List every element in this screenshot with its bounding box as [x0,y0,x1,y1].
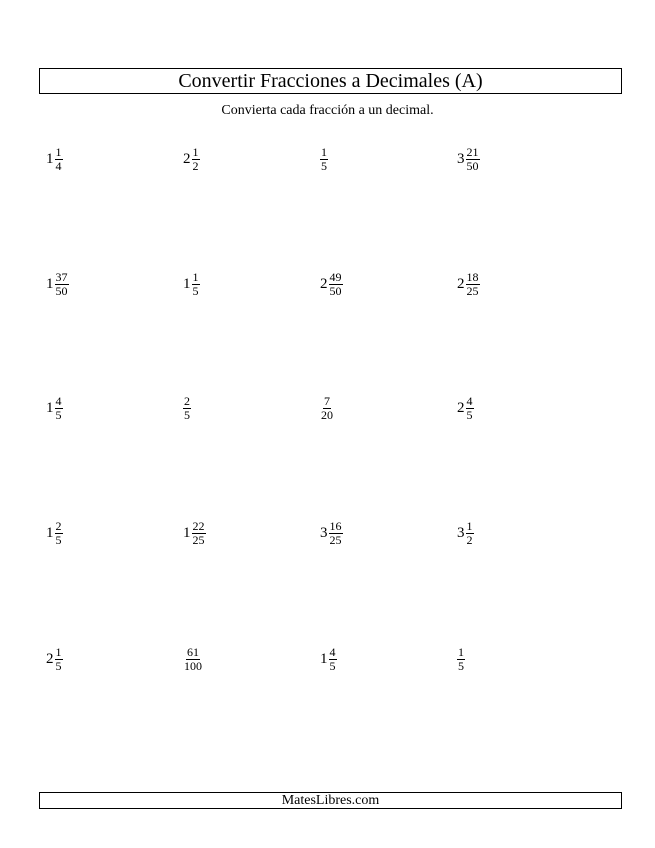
numerator: 18 [466,270,479,284]
numerator: 61 [187,645,199,659]
numerator: 1 [321,145,327,159]
fraction [329,646,337,673]
whole-number: 3 [320,525,328,541]
whole-number: 2 [320,276,328,292]
whole-number: 1 [320,651,328,667]
problem-item [183,271,200,298]
denominator: 4 [55,159,62,173]
problem-item [457,395,474,422]
problem-item [46,146,63,173]
denominator: 2 [466,533,473,547]
fraction [466,395,474,422]
whole-number: 1 [46,400,54,416]
problem-item [46,395,63,422]
whole-number: 1 [46,525,54,541]
whole-number: 1 [46,276,54,292]
whole-number: 2 [457,400,465,416]
whole-number: 2 [46,651,54,667]
numerator: 1 [466,519,473,533]
problem-item [183,395,191,422]
numerator: 1 [192,145,199,159]
fraction [183,395,191,422]
fraction [466,520,474,547]
problem-item [457,520,474,547]
denominator: 2 [192,159,199,173]
fraction [329,520,343,547]
numerator: 4 [55,394,62,408]
numerator: 49 [329,270,342,284]
whole-number: 3 [457,525,465,541]
problem-item [320,520,343,547]
fraction [55,646,63,673]
numerator: 7 [324,394,330,408]
whole-number: 2 [457,276,465,292]
fraction [183,646,203,673]
numerator: 4 [466,394,473,408]
denominator: 5 [192,284,199,298]
numerator: 1 [55,645,62,659]
whole-number: 2 [183,151,191,167]
denominator: 5 [55,659,62,673]
whole-number: 1 [46,151,54,167]
fraction [55,395,63,422]
problem-item [320,646,337,673]
denominator: 50 [329,284,342,298]
problem-item [46,271,69,298]
problem-item [183,146,200,173]
problem-item [457,271,480,298]
numerator: 37 [55,270,68,284]
worksheet-title-text: Convertir Fracciones a Decimales (A) [178,69,483,92]
denominator: 5 [458,659,464,673]
fraction [329,271,343,298]
denominator: 5 [55,408,62,422]
problem-item [320,395,334,422]
numerator: 1 [458,645,464,659]
fraction [55,271,69,298]
denominator: 25 [329,533,342,547]
denominator: 100 [184,659,202,673]
footer [39,792,622,809]
whole-number: 1 [183,276,191,292]
denominator: 5 [184,408,190,422]
numerator: 21 [466,145,479,159]
problem-item [320,146,328,173]
denominator: 5 [55,533,62,547]
numerator: 1 [192,270,199,284]
fraction [320,146,328,173]
fraction [55,520,63,547]
denominator: 25 [192,533,205,547]
worksheet-instructions: Convierta cada fracción a un decimal. [221,103,434,118]
denominator: 50 [55,284,68,298]
whole-number: 1 [183,525,191,541]
numerator: 4 [329,645,336,659]
numerator: 16 [329,519,342,533]
problem-item [183,646,203,673]
denominator: 5 [466,408,473,422]
fraction [457,646,465,673]
denominator: 50 [466,159,479,173]
fraction [466,271,480,298]
fraction [192,271,200,298]
denominator: 20 [321,408,333,422]
problem-item [46,646,63,673]
problem-item [320,271,343,298]
fraction [466,146,480,173]
whole-number: 3 [457,151,465,167]
fraction [192,520,206,547]
numerator: 1 [55,145,62,159]
fraction [192,146,200,173]
denominator: 5 [329,659,336,673]
fraction [320,395,334,422]
fraction [55,146,63,173]
numerator: 2 [184,394,190,408]
numerator: 2 [55,519,62,533]
denominator: 25 [466,284,479,298]
numerator: 22 [192,519,205,533]
problem-item [183,520,206,547]
problem-item [457,146,480,173]
denominator: 5 [321,159,327,173]
problem-item [46,520,63,547]
footer-site: MatesLibres.com [281,792,380,808]
problem-item [457,646,465,673]
